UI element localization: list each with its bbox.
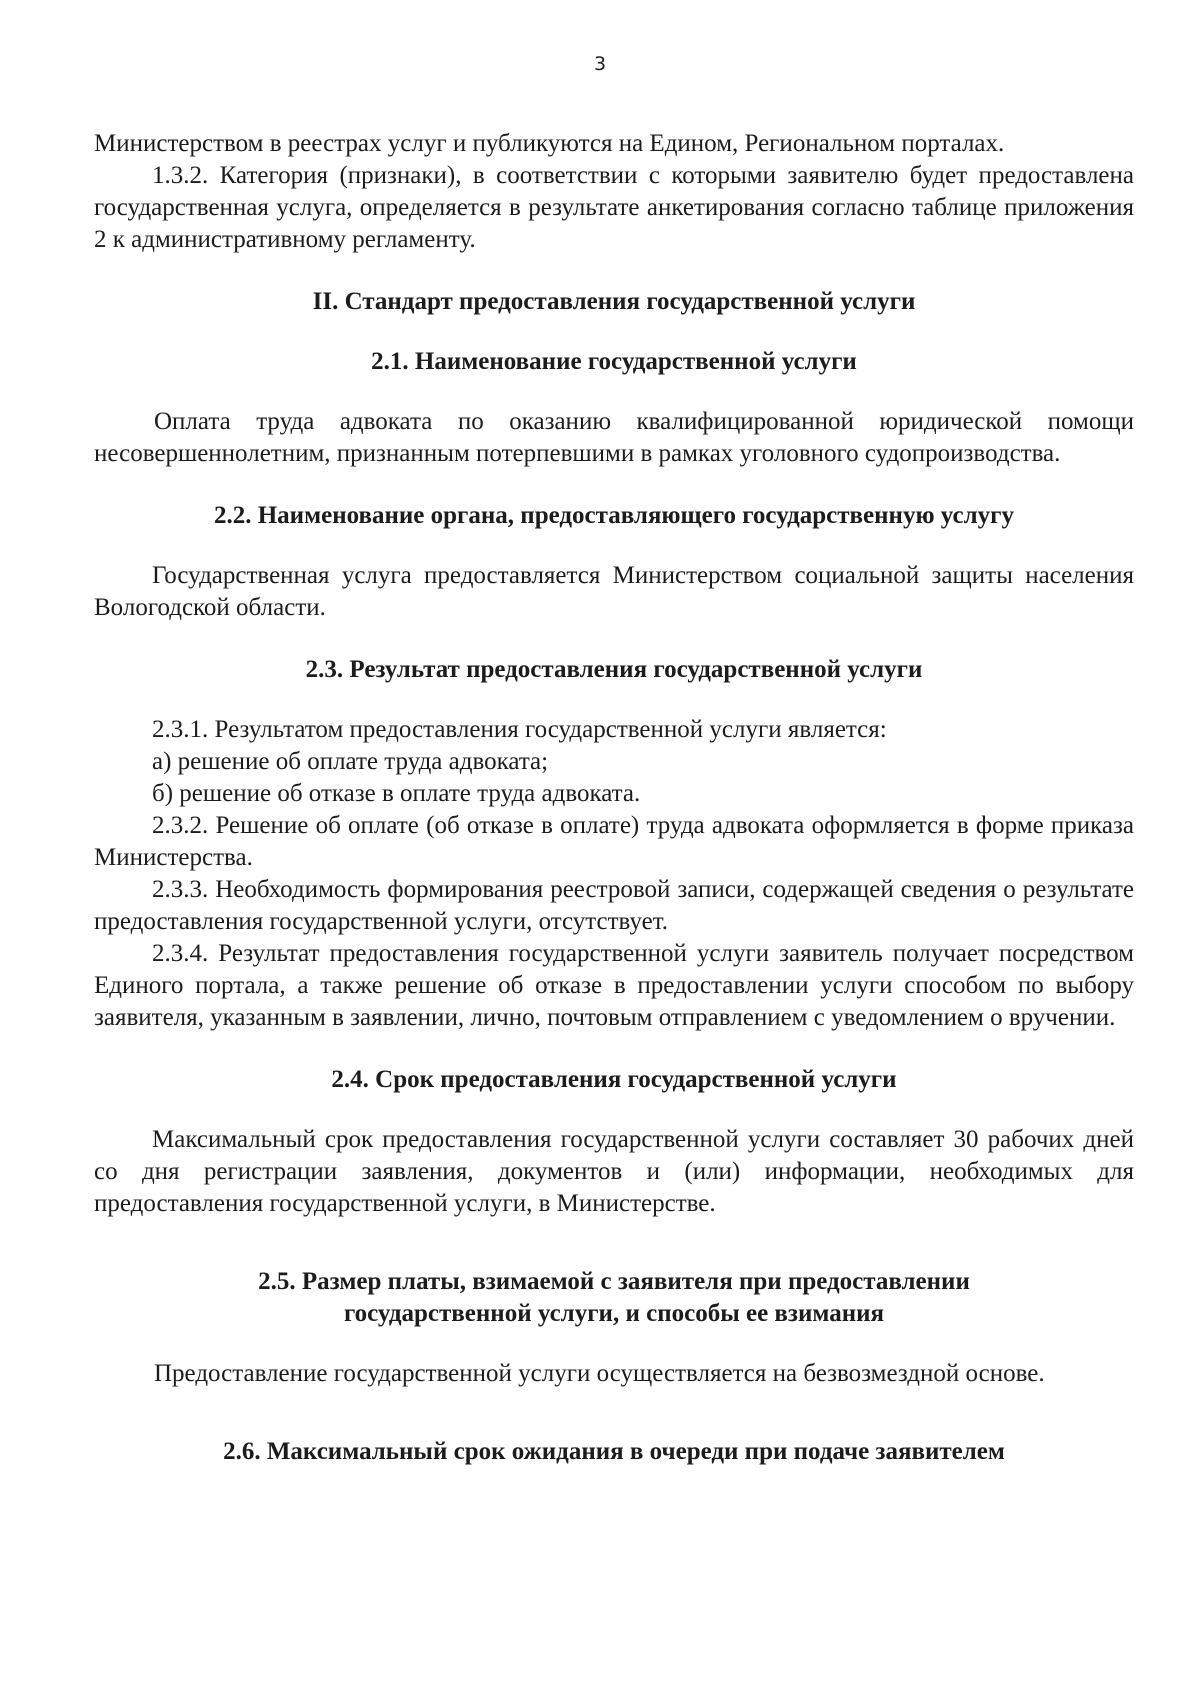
section-2-3-paragraph-1: 2.3.1. Результатом предоставления государственной услуги является: bbox=[152, 716, 887, 743]
section-2-4-heading: 2.4. Срок предоставления государственной услуги bbox=[331, 1066, 897, 1093]
section-2-3-paragraph-4: 2.3.4. Результат предоставления государственной услуги заявитель получает посредством Единого портала, а также решение об отказе в предоставлении услуги способом по выбору заявителя, указанным в заявлении, лично, почтовым отправлением с уведомлением о вручении. bbox=[94, 940, 1134, 1031]
section-2-4-paragraph: Максимальный срок предоставления государственной услуги составляет 30 рабочих дней со дня регистрации заявления, документов и (или) информации, необходимых для предоставления государственной услуги, в Министерстве. bbox=[94, 1126, 1134, 1217]
page-number: 3 bbox=[593, 53, 607, 75]
intro-paragraph-2: 1.3.2. Категория (признаки), в соответствии с которыми заявителю будет предоставлена государственная услуга, определяется в результате анкетирования согласно таблице приложения 2 к административному регламенту. bbox=[94, 162, 1134, 253]
section-2-3-item-b: б) решение об отказе в оплате труда адвоката. bbox=[152, 780, 641, 807]
intro-paragraph-1: Министерством в реестрах услуг и публикуются на Едином, Региональном порталах. bbox=[94, 130, 1005, 157]
section-2-2-heading: 2.2. Наименование органа, предоставляющего государственную услугу bbox=[213, 502, 1015, 529]
section-2-5-heading-line-2: государственной услуги, и способы ее взимания bbox=[343, 1300, 885, 1327]
section-2-6-heading: 2.6. Максимальный срок ожидания в очереди при подаче заявителем bbox=[223, 1438, 1005, 1465]
section-2-3-item-a: а) решение об оплате труда адвоката; bbox=[152, 748, 549, 775]
section-2-3-paragraph-3: 2.3.3. Необходимость формирования реестровой записи, содержащей сведения о результате предоставления государственной услуги, отсутствует. bbox=[94, 876, 1134, 935]
document-body bbox=[94, 128, 1134, 1468]
section-2-3-paragraph-2: 2.3.2. Решение об оплате (об отказе в оплате) труда адвоката оформляется в форме приказа Министерства. bbox=[94, 812, 1134, 871]
section-2-3-heading: 2.3. Результат предоставления государственной услуги bbox=[305, 656, 923, 683]
section-ii-heading: II. Стандарт предоставления государственной услуги bbox=[312, 288, 916, 315]
section-2-1-heading: 2.1. Наименование государственной услуги bbox=[371, 348, 857, 375]
section-2-1-paragraph: Оплата труда адвоката по оказанию квалифицированной юридической помощи несовершеннолетним, признанным потерпевшими в рамках уголовного судопроизводства. bbox=[94, 408, 1134, 467]
section-2-2-paragraph: Государственная услуга предоставляется Министерством социальной защиты населения Вологодской области. bbox=[94, 562, 1134, 621]
section-2-5-heading-line-1: 2.5. Размер платы, взимаемой с заявителя при предоставлении bbox=[258, 1268, 970, 1295]
section-2-5-heading bbox=[94, 1266, 1134, 1330]
section-2-5-paragraph: Предоставление государственной услуги осуществляется на безвозмездной основе. bbox=[154, 1360, 1045, 1387]
